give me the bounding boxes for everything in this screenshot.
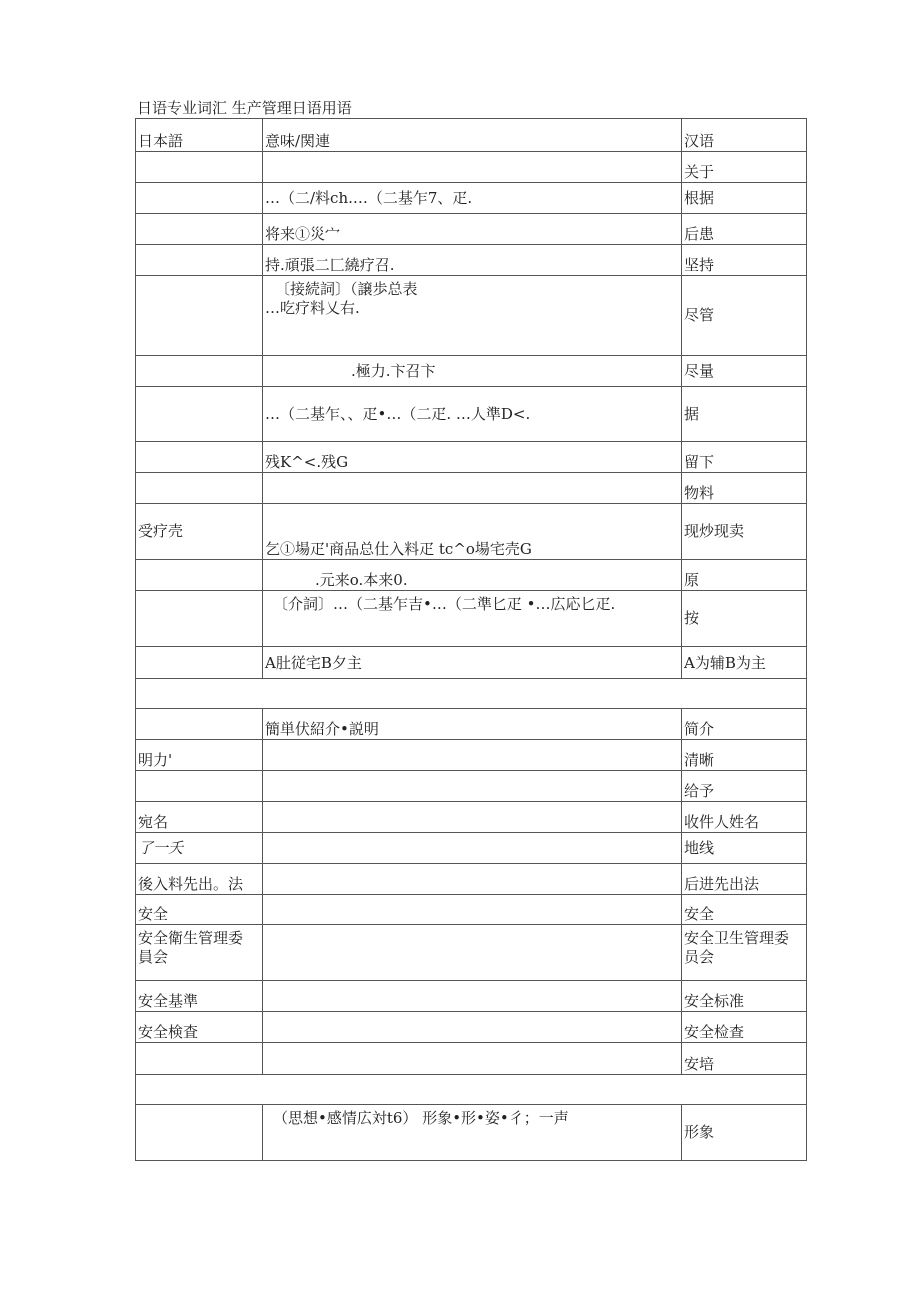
cell-meaning: 将来①災宀	[263, 214, 682, 245]
cell-japanese	[136, 1043, 263, 1075]
cell-chinese: 据	[682, 387, 807, 442]
cell-meaning: .極力.卞召卞	[263, 356, 682, 387]
cell-japanese	[136, 591, 263, 647]
cell-meaning: .元来o.本来0.	[263, 560, 682, 591]
cell-meaning	[263, 981, 682, 1012]
cell-meaning	[263, 895, 682, 925]
table-row	[136, 802, 807, 833]
cell-japanese	[136, 276, 263, 356]
glossary-table	[135, 118, 807, 1161]
cell-japanese: 安全基準	[136, 981, 263, 1012]
cell-chinese: 安全	[682, 895, 807, 925]
table-row	[136, 183, 807, 214]
cell-japanese: 安全	[136, 895, 263, 925]
table-row	[136, 276, 807, 356]
cell-japanese	[136, 925, 263, 981]
header-chinese: 汉语	[682, 119, 807, 152]
table-row	[136, 1043, 807, 1075]
cell-chinese: 坚持	[682, 245, 807, 276]
cell-chinese: 物料	[682, 473, 807, 504]
header-meaning: 意味/関連	[263, 119, 682, 152]
cell-meaning	[263, 802, 682, 833]
cell-meaning: 持.頑張二匚繞疗召.	[263, 245, 682, 276]
chinese-line: 安全卫生管理委	[684, 929, 790, 947]
separator-cell	[136, 1075, 807, 1105]
table-row	[136, 591, 807, 647]
table-row	[136, 442, 807, 473]
cell-chinese: 简介	[682, 709, 807, 740]
cell-meaning: 簡単伏紹介•説明	[263, 709, 682, 740]
header-japanese: 日本語	[136, 119, 263, 152]
cell-meaning: …（二基乍、、疋•…（二疋. …人準D<.	[263, 387, 682, 442]
cell-japanese: 後入料先出。法	[136, 864, 263, 895]
table-row	[136, 740, 807, 771]
table-row	[136, 1012, 807, 1043]
cell-meaning: 残K^<.残G	[263, 442, 682, 473]
table-row	[136, 771, 807, 802]
cell-meaning: A肚従宅B夕主	[263, 647, 682, 679]
cell-japanese	[136, 152, 263, 183]
cell-chinese: 后患	[682, 214, 807, 245]
meaning-line: 〔接続詞〕（譲歩总表	[275, 280, 418, 298]
cell-japanese	[136, 442, 263, 473]
cell-meaning: （思想•感情広対t6） 形象•形•姿•彳；一声	[263, 1105, 682, 1161]
cell-chinese: 形象	[682, 1105, 807, 1161]
cell-chinese: 现炒现卖	[682, 504, 807, 560]
cell-meaning	[263, 1043, 682, 1075]
cell-chinese: 根据	[682, 183, 807, 214]
table-row	[136, 647, 807, 679]
cell-chinese: 安全检查	[682, 1012, 807, 1043]
cell-meaning: …（二/料ch.…（二基乍7、疋.	[263, 183, 682, 214]
cell-japanese	[136, 771, 263, 802]
table-row	[136, 895, 807, 925]
cell-japanese	[136, 709, 263, 740]
cell-japanese	[136, 1105, 263, 1161]
cell-chinese: 尽量	[682, 356, 807, 387]
japanese-line: 員会	[138, 948, 169, 966]
table-row	[136, 214, 807, 245]
page-title: 日语专业词汇 生产管理日语用语	[137, 99, 352, 117]
cell-japanese	[136, 560, 263, 591]
cell-japanese	[136, 183, 263, 214]
cell-chinese: 地线	[682, 833, 807, 864]
table-row	[136, 925, 807, 981]
table-row	[136, 504, 807, 560]
japanese-line: 安全衛生管理委	[138, 929, 244, 947]
cell-japanese: 安全検査	[136, 1012, 263, 1043]
table-row	[136, 152, 807, 183]
table-row	[136, 560, 807, 591]
table-row	[136, 356, 807, 387]
table-row	[136, 245, 807, 276]
cell-japanese: 了一夭	[136, 833, 263, 864]
table-separator-row	[136, 1075, 807, 1105]
table-row	[136, 1105, 807, 1161]
cell-japanese	[136, 647, 263, 679]
cell-chinese: 按	[682, 591, 807, 647]
cell-japanese	[136, 387, 263, 442]
table-row	[136, 833, 807, 864]
cell-chinese: 留下	[682, 442, 807, 473]
table-row	[136, 864, 807, 895]
cell-chinese	[682, 925, 807, 981]
cell-chinese: 原	[682, 560, 807, 591]
cell-japanese	[136, 473, 263, 504]
table-separator-row	[136, 679, 807, 709]
chinese-line: 员会	[684, 948, 715, 966]
cell-japanese: 明力'	[136, 740, 263, 771]
cell-meaning	[263, 740, 682, 771]
cell-meaning	[263, 864, 682, 895]
cell-meaning	[263, 473, 682, 504]
cell-chinese: 后进先出法	[682, 864, 807, 895]
cell-chinese: 清晰	[682, 740, 807, 771]
cell-meaning	[263, 771, 682, 802]
cell-meaning	[263, 833, 682, 864]
separator-cell	[136, 679, 807, 709]
cell-japanese	[136, 245, 263, 276]
cell-japanese: 宛名	[136, 802, 263, 833]
cell-chinese: A为辅B为主	[682, 647, 807, 679]
cell-chinese: 安全标准	[682, 981, 807, 1012]
cell-japanese	[136, 214, 263, 245]
table-row	[136, 387, 807, 442]
cell-meaning	[263, 925, 682, 981]
meaning-line: …吃疗料乂右.	[265, 299, 360, 317]
table-header-row	[136, 119, 807, 152]
table-row	[136, 473, 807, 504]
table-row	[136, 709, 807, 740]
cell-japanese: 受疗壳	[136, 504, 263, 560]
table-row	[136, 981, 807, 1012]
cell-meaning: 〔介詞〕…（二基乍吉•…（二準匕疋 •…広応匕疋.	[263, 591, 682, 647]
cell-meaning	[263, 152, 682, 183]
cell-meaning: 乞①場疋'商品总仕入料疋 tc^o場宅壳G	[263, 504, 682, 560]
cell-chinese: 安培	[682, 1043, 807, 1075]
cell-chinese: 收件人姓名	[682, 802, 807, 833]
cell-chinese: 关于	[682, 152, 807, 183]
cell-chinese: 给予	[682, 771, 807, 802]
cell-japanese	[136, 356, 263, 387]
cell-meaning	[263, 1012, 682, 1043]
cell-chinese: 尽管	[682, 276, 807, 356]
cell-meaning	[263, 276, 682, 356]
